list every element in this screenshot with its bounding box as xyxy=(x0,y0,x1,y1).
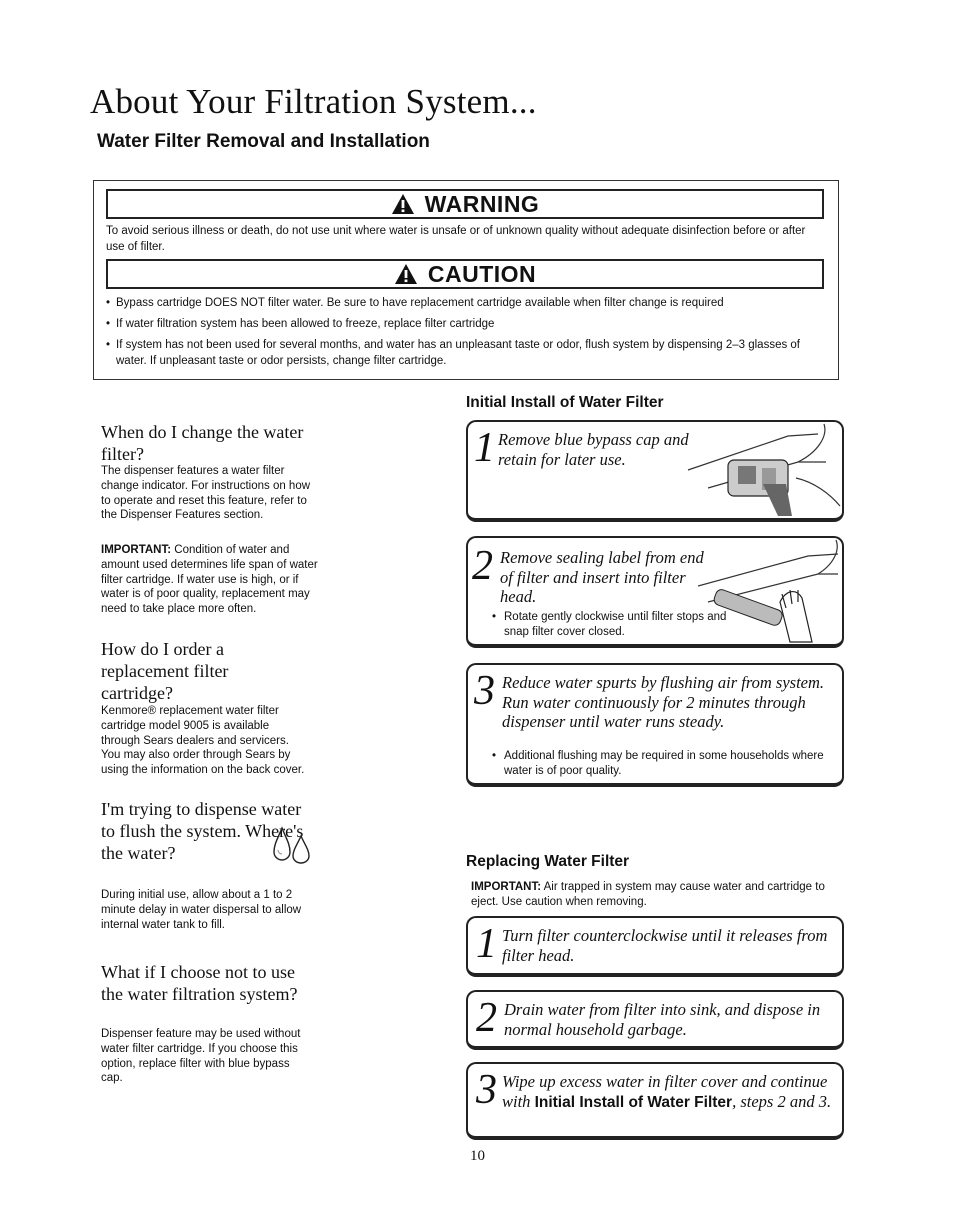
faq-answer-change-filter: The dispenser features a water filter change indicator. For instructions on how to operate and reset this feature, refer to the Dispenser Features section. xyxy=(101,465,311,522)
caution-item: • If system has not been used for several months, and water has an unpleasant taste or odor, flush system by dispensing 2–3 glasses of water. If unpleasant taste or odor persists, change filter cartridge. xyxy=(106,337,832,369)
step-text-after: , steps 2 and 3. xyxy=(732,1091,832,1111)
step-number: 2 xyxy=(476,995,497,1041)
warning-text: To avoid serious illness or death, do not use unit where water is unsafe or of unknown quality without adequate disinfection before or after use of filter. xyxy=(106,225,806,253)
caution-item: • Bypass cartridge DOES NOT filter water. Be sure to have replacement cartridge available when filter change is required xyxy=(106,295,832,311)
filter-insert-illustration-icon xyxy=(698,538,844,644)
step-text: Drain water from filter into sink, and dispose in normal household garbage. xyxy=(504,1000,821,1039)
step-text: Remove blue bypass cap and retain for later use. xyxy=(498,430,689,469)
faq-question-order: How do I order a replacement filter cartridge? xyxy=(101,639,229,703)
step-note: • Additional flushing may be required in some households where water is of poor quality. xyxy=(492,749,850,779)
step-text: Turn filter counterclockwise until it releases from filter head. xyxy=(502,926,828,965)
important-label: IMPORTANT: xyxy=(471,881,542,893)
warning-triangle-icon xyxy=(391,193,415,215)
warning-label: WARNING xyxy=(424,190,540,217)
faq-answer-order: Kenmore® replacement water filter cartridge model 9005 is available through Sears dealers and servicers. You may also order through Sears by using the information on the back cover. xyxy=(101,705,305,777)
caution-triangle-icon xyxy=(394,263,418,285)
faq-question-dispense: I'm trying to dispense water to flush the system. Where's the water? xyxy=(101,799,304,863)
install-step-2 xyxy=(466,536,844,648)
step-number: 1 xyxy=(474,425,495,471)
caution-label: CAUTION xyxy=(427,260,537,287)
initial-install-heading: Initial Install of Water Filter xyxy=(466,394,664,411)
important-text: Condition of water and amount used determines life span of water filter cartridge. If water use is high, or if water is of poor quality, replacement may need to take place more often. xyxy=(101,544,318,616)
important-label: IMPORTANT: xyxy=(101,544,172,556)
faq-question-change-filter: When do I change the water filter? xyxy=(101,422,304,464)
page-subtitle: Water Filter Removal and Installation xyxy=(97,131,430,152)
caution-list xyxy=(106,295,832,374)
water-drops-icon xyxy=(268,822,318,864)
step-number: 2 xyxy=(472,543,493,589)
step-number: 3 xyxy=(474,668,495,714)
faq-answer-dispense: During initial use, allow about a 1 to 2 minute delay in water dispersal to allow internal water tank to fill. xyxy=(101,889,302,931)
step-text-bold: Initial Install of Water Filter xyxy=(534,1093,733,1111)
replacing-important-note xyxy=(471,880,831,910)
step-text: Reduce water spurts by flushing air from system. Run water continuously for 2 minutes through dispenser until water runs steady. xyxy=(502,673,825,731)
replace-step-1 xyxy=(466,916,844,977)
page-title: About Your Filtration System... xyxy=(90,82,537,121)
caution-item: • If water filtration system has been allowed to freeze, replace filter cartridge xyxy=(106,316,832,332)
step-note: • Rotate gently clockwise until filter stops and snap filter cover closed. xyxy=(492,610,754,640)
faq-answer-no-filter: Dispenser feature may be used without water filter cartridge. If you choose this option, replace filter with blue bypass cap. xyxy=(101,1028,301,1085)
faq-important-note xyxy=(101,543,321,617)
replacing-heading: Replacing Water Filter xyxy=(466,853,630,870)
step-text xyxy=(502,1072,832,1112)
replace-step-2 xyxy=(466,990,844,1050)
faq-question-no-filter: What if I choose not to use the water filtration system? xyxy=(101,962,298,1004)
replace-step-3 xyxy=(466,1062,844,1140)
bypass-cap-illustration-icon xyxy=(668,422,844,520)
important-text: Air trapped in system may cause water and cartridge to eject. Use caution when removing. xyxy=(471,881,825,908)
warning-banner xyxy=(106,189,824,219)
safety-box xyxy=(93,180,839,380)
page-number: 10 xyxy=(470,1148,485,1164)
step-text: Remove sealing label from end of filter and insert into filter head. xyxy=(500,548,704,606)
step-number: 3 xyxy=(476,1067,497,1113)
install-step-3 xyxy=(466,663,844,787)
caution-banner xyxy=(106,259,824,289)
step-text-before: Wipe up excess water in filter cover and continue with xyxy=(502,1072,828,1111)
step-number: 1 xyxy=(476,921,497,967)
install-step-1 xyxy=(466,420,844,522)
